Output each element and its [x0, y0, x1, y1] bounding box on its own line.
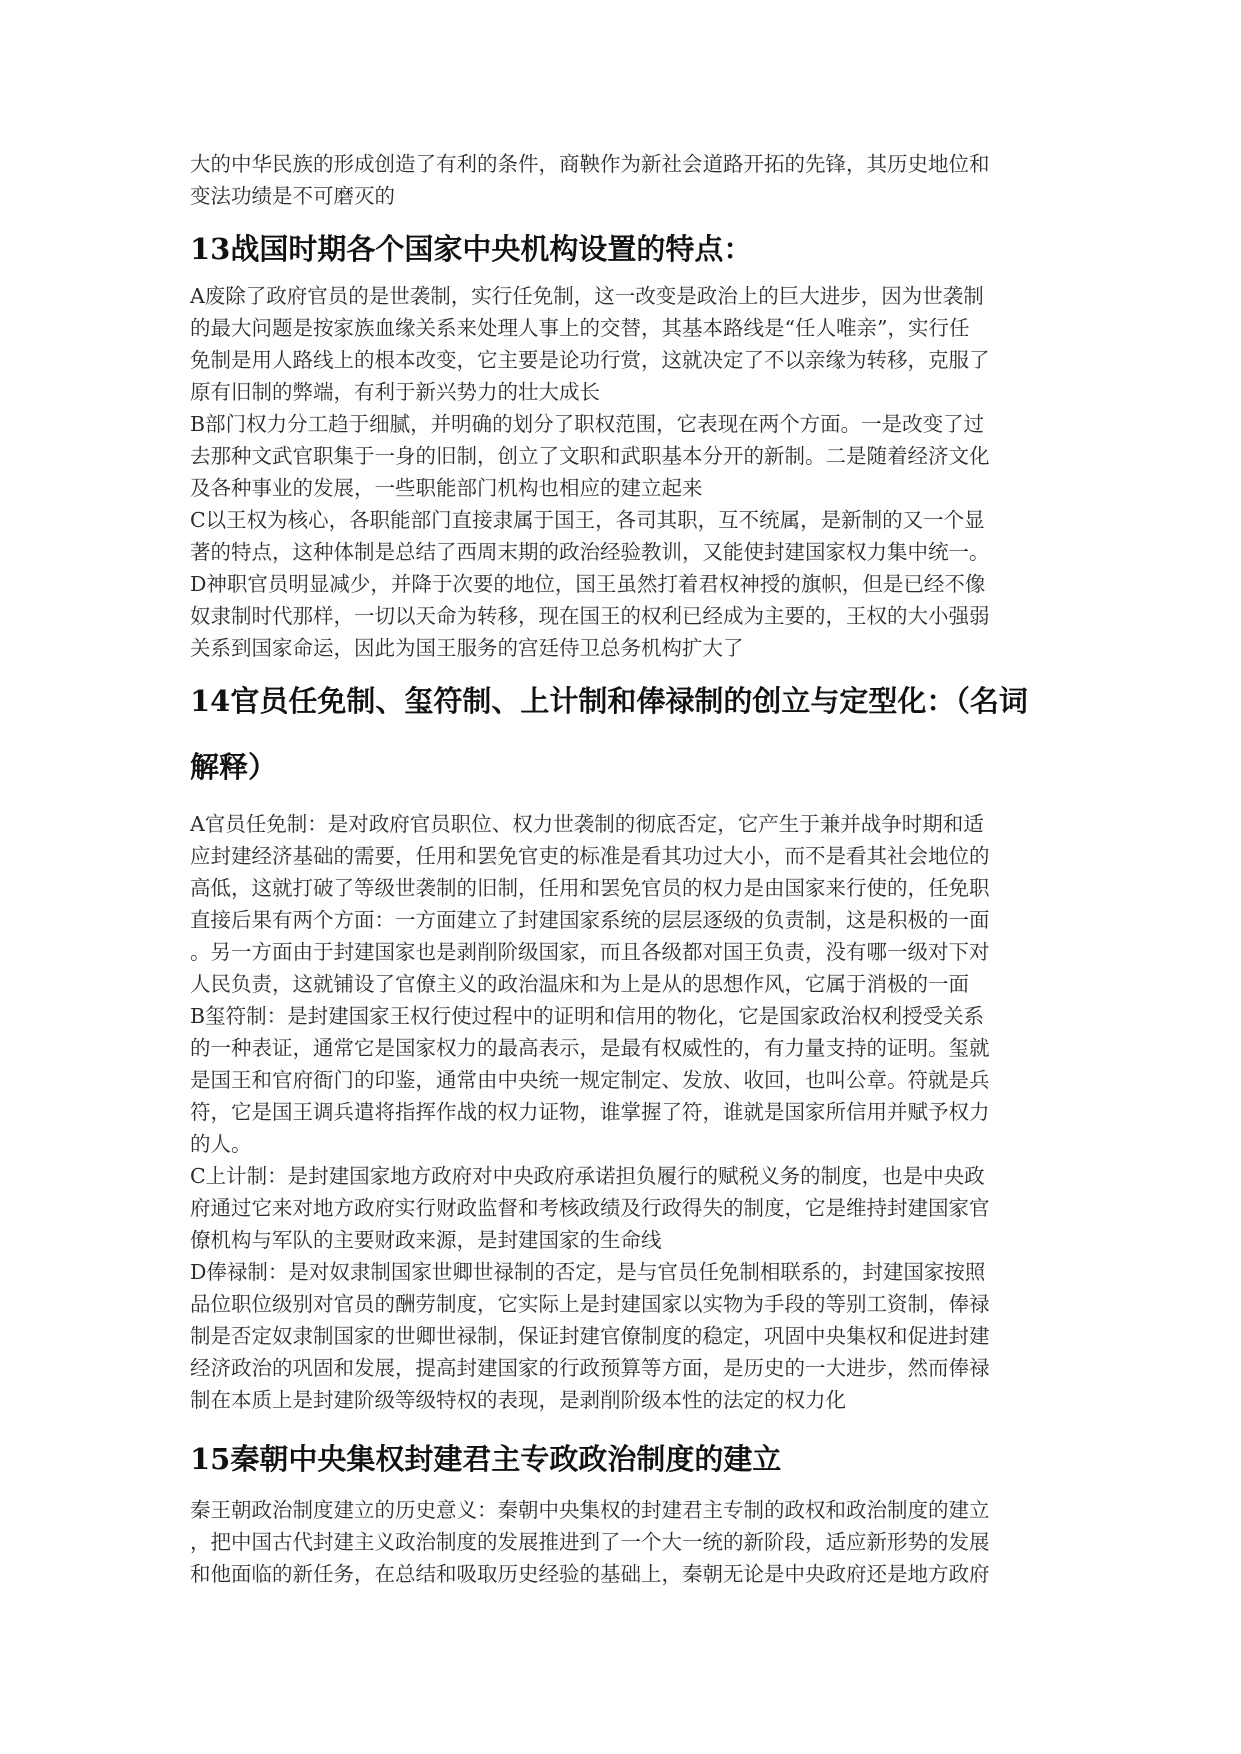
heading-text: 解释）: [190, 750, 278, 784]
section-13-body: [190, 280, 1050, 664]
text-line: 高低，这就打破了等级世袭制的旧制，任用和罢免官员的权力是由国家来行使的，任免职: [190, 876, 990, 900]
text-line: 直接后果有两个方面：一方面建立了封建国家系统的层层逐级的负责制，这是积极的一面: [190, 908, 990, 932]
text-line: 的最大问题是按家族血缘关系来处理人事上的交替，其基本路线是“任人唯亲”，实行任: [190, 316, 970, 340]
text-line: A官员任免制：是对政府官员职位、权力世袭制的彻底否定，它产生于兼并战争时期和适: [190, 812, 984, 836]
text-line: D俸禄制：是对奴隶制国家世卿世禄制的否定，是与官员任免制相联系的，封建国家按照: [190, 1260, 986, 1284]
text-line: B部门权力分工趋于细腻，并明确的划分了职权范围，它表现在两个方面。一是改变了过: [190, 412, 985, 436]
text-line: 经济政治的巩固和发展，提高封建国家的行政预算等方面，是历史的一大进步，然而俸禄: [190, 1356, 990, 1380]
heading-text: 13战国时期各个国家中央机构设置的特点：: [190, 232, 753, 266]
document-page: [190, 148, 1050, 1590]
heading-text: 15秦朝中央集权封建君主专政政治制度的建立: [190, 1442, 782, 1476]
text-line: 奴隶制时代那样，一切以天命为转移，现在国王的权利已经成为主要的，王权的大小强弱: [190, 604, 990, 628]
text-line: 僚机构与军队的主要财政来源，是封建国家的生命线: [190, 1228, 662, 1252]
text-line: 关系到国家命运，因此为国王服务的宫廷侍卫总务机构扩大了: [190, 636, 744, 660]
text-line: 秦王朝政治制度建立的历史意义：秦朝中央集权的封建君主专制的政权和政治制度的建立: [190, 1498, 990, 1522]
text-line: 的人。: [190, 1132, 252, 1156]
text-line: D神职官员明显减少，并降于次要的地位，国王虽然打着君权神授的旗帜，但是已经不像: [190, 572, 986, 596]
intro-paragraph: [190, 148, 1050, 212]
text-line: C以王权为核心，各职能部门直接隶属于国王，各司其职，互不统属，是新制的又一个显: [190, 508, 985, 532]
text-line: A废除了政府官员的是世袭制，实行任免制，这一改变是政治上的巨大进步，因为世袭制: [190, 284, 984, 308]
section-15-heading: [190, 1434, 1050, 1484]
section-13-heading: [190, 224, 1050, 274]
text-line: 府通过它来对地方政府实行财政监督和考核政绩及行政得失的制度，它是维持封建国家官: [190, 1196, 990, 1220]
text-line: 和他面临的新任务，在总结和吸取历史经验的基础上，秦朝无论是中央政府还是地方政府: [190, 1562, 990, 1586]
text-line: 符，它是国王调兵遣将指挥作战的权力证物，谁掌握了符，谁就是国家所信用并赋予权力: [190, 1100, 990, 1124]
section-15-body: [190, 1494, 1050, 1590]
text-line: 著的特点，这种体制是总结了西周末期的政治经验教训，又能使封建国家权力集中统一。: [190, 540, 990, 564]
text-line: 制在本质上是封建阶级等级特权的表现，是剥削阶级本性的法定的权力化: [190, 1388, 846, 1412]
text-line: 品位职位级别对官员的酬劳制度，它实际上是封建国家以实物为手段的等别工资制，俸禄: [190, 1292, 990, 1316]
text-line: 应封建经济基础的需要，任用和罢免官吏的标准是看其功过大小，而不是看其社会地位的: [190, 844, 990, 868]
text-line: C上计制：是封建国家地方政府对中央政府承诺担负履行的赋税义务的制度，也是中央政: [190, 1164, 985, 1188]
heading-text: 14官员任免制、玺符制、上计制和俸禄制的创立与定型化：（名词: [190, 684, 1028, 718]
text-line: 的一种表证，通常它是国家权力的最高表示，是最有权威性的，有力量支持的证明。玺就: [190, 1036, 990, 1060]
text-line: 是国王和官府衙门的印鉴，通常由中央统一规定制定、发放、收回，也叫公章。符就是兵: [190, 1068, 990, 1092]
text-line: B玺符制：是封建国家王权行使过程中的证明和信用的物化，它是国家政治权利授受关系: [190, 1004, 985, 1028]
text-line: ，把中国古代封建主义政治制度的发展推进到了一个大一统的新阶段，适应新形势的发展: [190, 1530, 990, 1554]
text-line: 去那种文武官职集于一身的旧制，创立了文职和武职基本分开的新制。二是随着经济文化: [190, 444, 990, 468]
section-14-heading: [190, 668, 1050, 800]
text-line: 制是否定奴隶制国家的世卿世禄制，保证封建官僚制度的稳定，巩固中央集权和促进封建: [190, 1324, 990, 1348]
text-line: 及各种事业的发展，一些职能部门机构也相应的建立起来: [190, 476, 703, 500]
section-14-body: [190, 808, 1050, 1416]
text-line: 人民负责，这就铺设了官僚主义的政治温床和为上是从的思想作风，它属于消极的一面: [190, 972, 969, 996]
text-line: 。另一方面由于封建国家也是剥削阶级国家，而且各级都对国王负责，没有哪一级对下对: [190, 940, 990, 964]
text-line: 免制是用人路线上的根本改变，它主要是论功行赏，这就决定了不以亲缘为转移，克服了: [190, 348, 990, 372]
text-line: 变法功绩是不可磨灭的: [190, 184, 395, 208]
text-line: 原有旧制的弊端，有利于新兴势力的壮大成长: [190, 380, 600, 404]
text-line: 大的中华民族的形成创造了有利的条件，商鞅作为新社会道路开拓的先锋，其历史地位和: [190, 152, 990, 176]
